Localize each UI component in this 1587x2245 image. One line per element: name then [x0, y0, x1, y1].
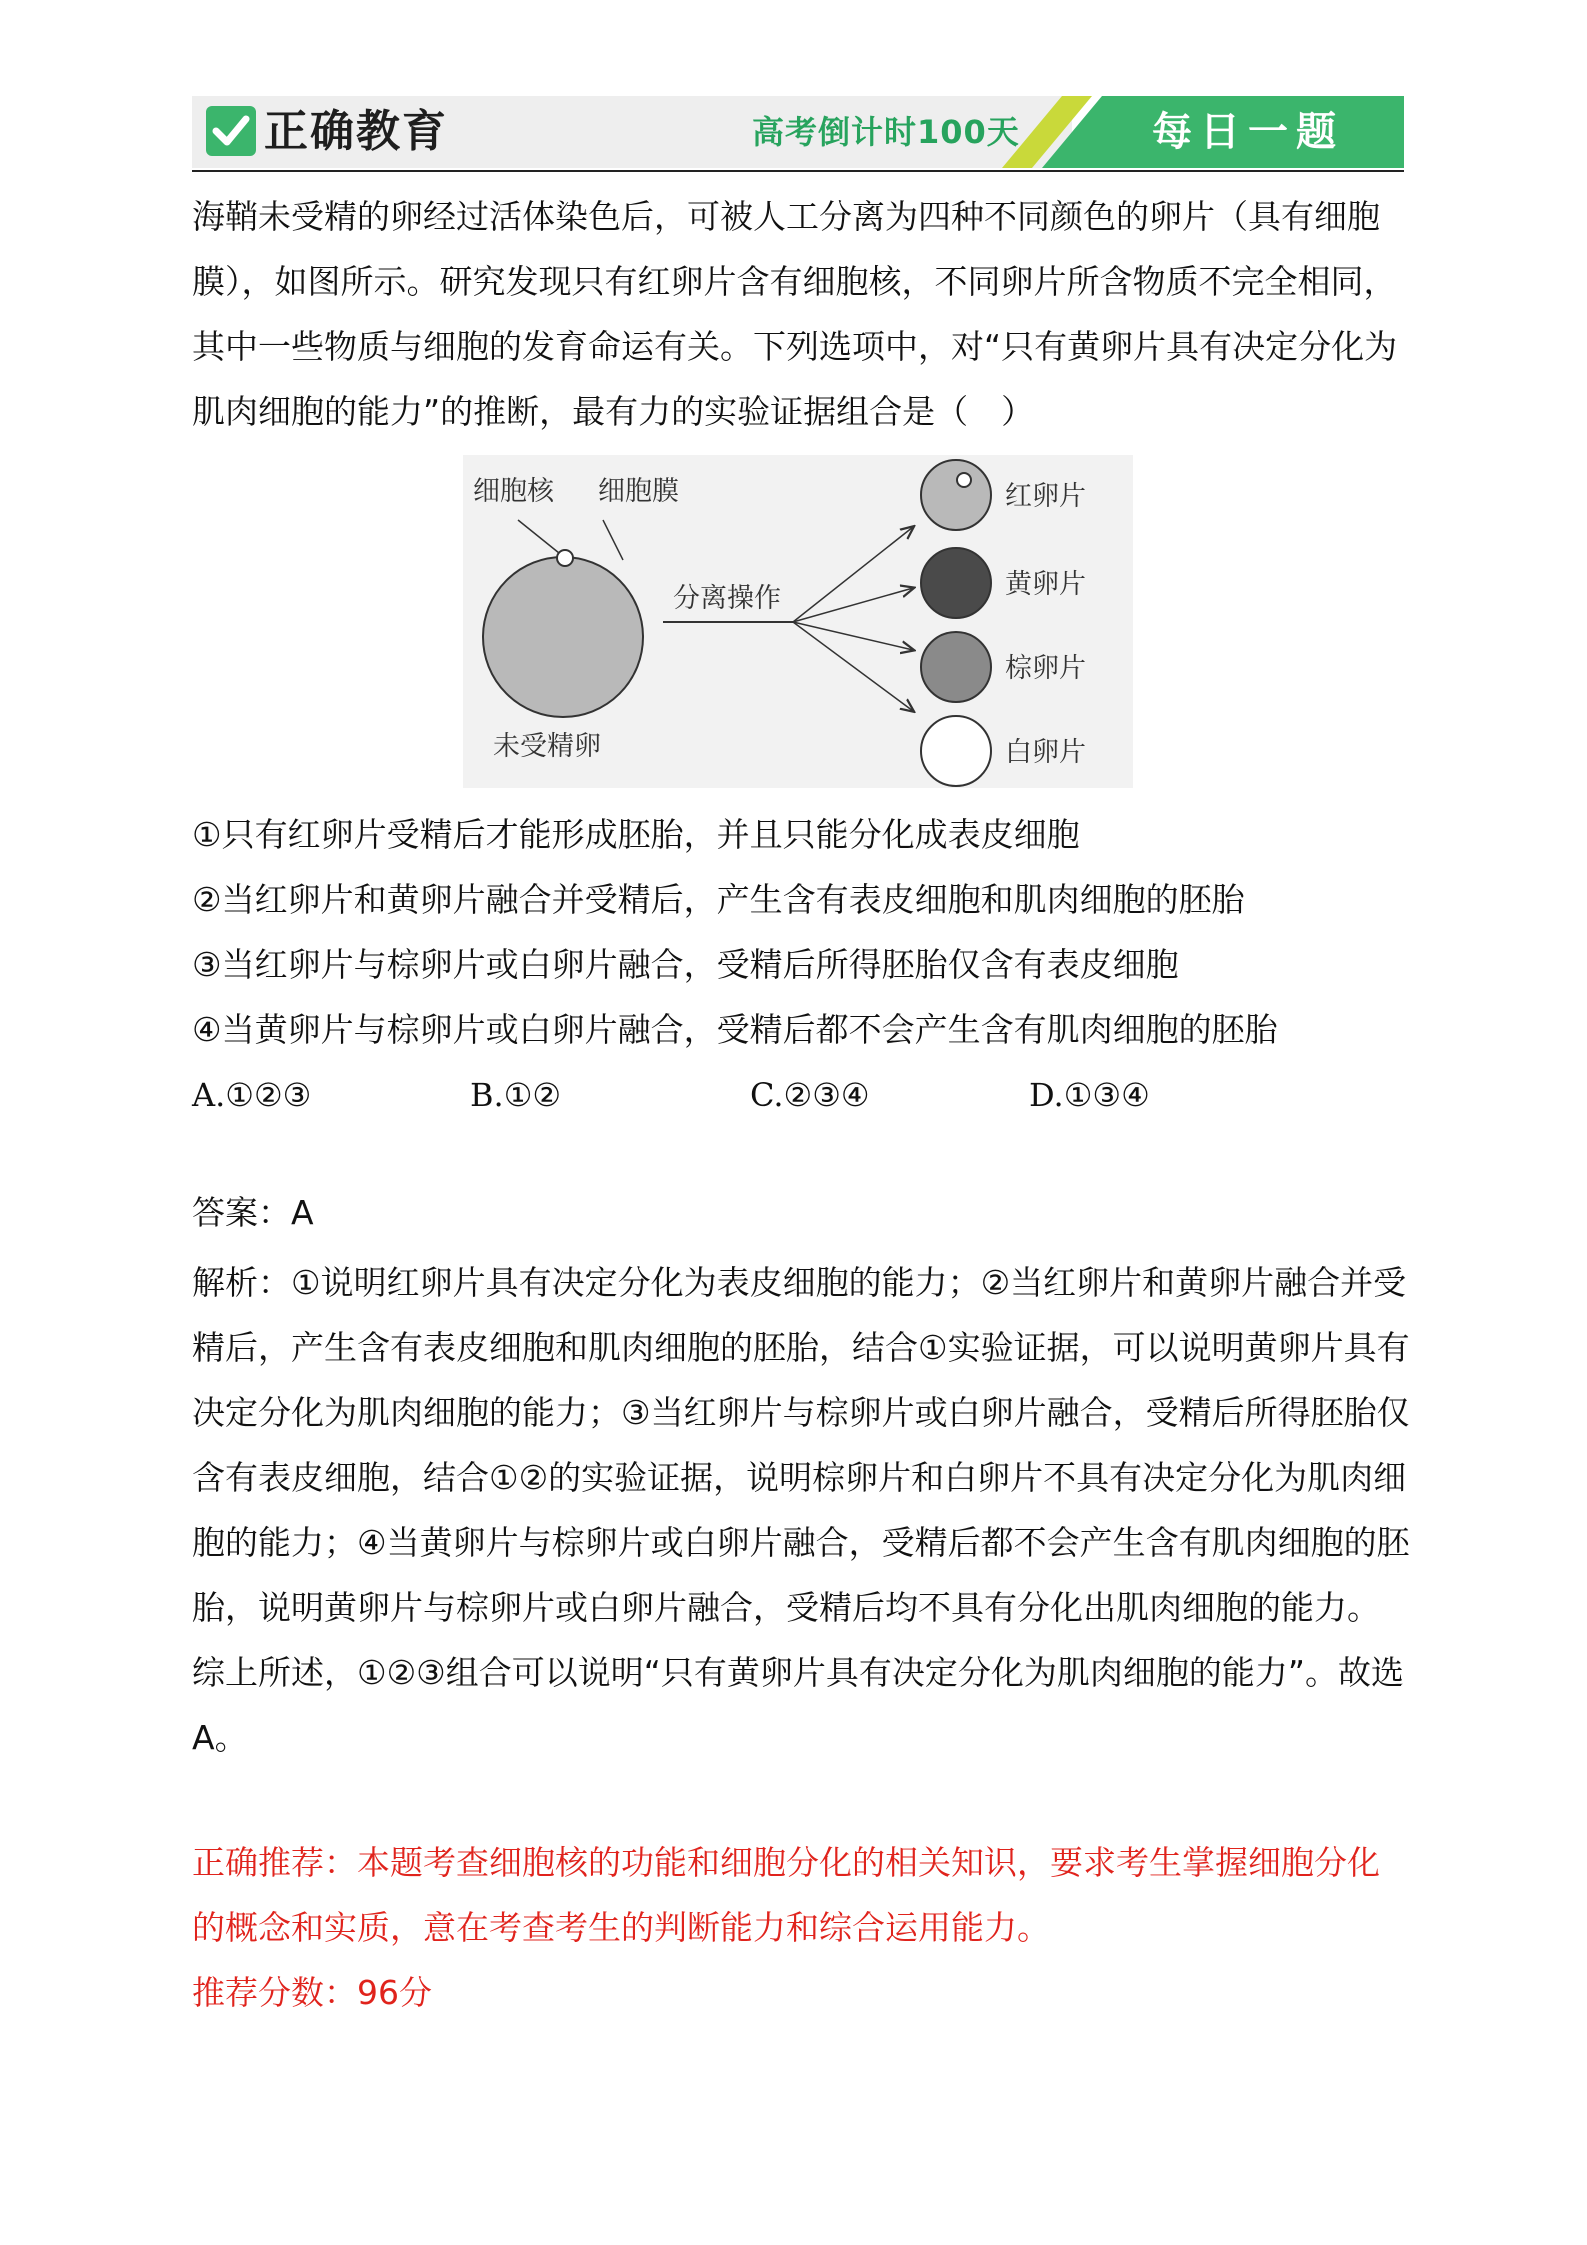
white-piece-label: 白卵片: [1005, 737, 1086, 768]
membrane-label: 细胞膜: [598, 476, 679, 507]
egg-label: 未受精卵: [493, 731, 601, 762]
choice-b: B.①②: [470, 1076, 562, 1114]
header-banner: [192, 96, 1404, 168]
red-piece: [921, 460, 991, 530]
white-piece: [921, 716, 991, 786]
brown-piece-label: 棕卵片: [1005, 653, 1086, 684]
analysis-text: 解析：①说明红卵片具有决定分化为表皮细胞的能力；②当红卵片和黄卵片融合并受精后，产生含有表皮细胞和肌肉细胞的胚胎，结合①实验证据，可以说明黄卵片具有决定分化为肌肉细胞的能力；③当红卵片与棕卵片或白卵片融合，受精后所得胚胎仅含有表皮细胞，结合①②的实验证据，说明棕卵片和白卵片不具有决定分化为肌肉细胞的能力；④当黄卵片与棕卵片或白卵片融合，受精后都不会产生含有肌肉细胞的胚胎，说明黄卵片与棕卵片或白卵片融合，受精后均不具有分化出肌肉细胞的能力。综上所述，①②③组合可以说明“只有黄卵片具有决定分化为肌肉细胞的能力”。故选A。: [192, 1263, 1410, 1757]
choice-a: A.①②③: [192, 1076, 312, 1114]
recommendation-text: 正确推荐：本题考查细胞核的功能和细胞分化的相关知识，要求考生掌握细胞分化的概念和实质，意在考查考生的判断能力和综合运用能力。: [192, 1843, 1380, 1947]
option-1: ①只有红卵片受精后才能形成胚胎，并且只能分化成表皮细胞: [192, 815, 1080, 854]
option-3: ③当红卵片与棕卵片或白卵片融合，受精后所得胚胎仅含有表皮细胞: [192, 945, 1179, 984]
option-2: ②当红卵片和黄卵片融合并受精后，产生含有表皮细胞和肌肉细胞的胚胎: [192, 880, 1245, 919]
answer: 答案：A: [192, 1193, 314, 1232]
brown-piece: [921, 632, 991, 702]
countdown-text: 高考倒计时100天: [752, 113, 1020, 151]
option-4: ④当黄卵片与棕卵片或白卵片融合，受精后都不会产生含有肌肉细胞的胚胎: [192, 1010, 1278, 1049]
brand-name: 正确教育: [264, 106, 448, 157]
unfertilized-egg: [483, 557, 643, 717]
nucleus-label: 细胞核: [473, 476, 554, 507]
question-text: 海鞘未受精的卵经过活体染色后，可被人工分离为四种不同颜色的卵片（具有细胞膜），如图所示。研究发现只有红卵片含有细胞核，不同卵片所含物质不完全相同，其中一些物质与细胞的发育命运有关。下列选项中，对“只有黄卵片具有决定分化为肌肉细胞的能力”的推断，最有力的实验证据组合是（ ）: [192, 197, 1398, 431]
daily-question-tag: 每日一题: [1152, 109, 1344, 155]
answer-choices: [192, 1070, 1392, 1120]
egg-separation-figure: [463, 455, 1133, 788]
choice-d: D.①③④: [1029, 1076, 1150, 1114]
choice-c: C.②③④: [750, 1076, 870, 1114]
operation-label: 分离操作: [673, 583, 781, 614]
header-divider: [192, 170, 1404, 172]
red-piece-nucleus: [957, 473, 971, 487]
yellow-piece: [921, 548, 991, 618]
yellow-piece-label: 黄卵片: [1005, 569, 1086, 600]
recommended-score: 推荐分数：96分: [192, 1973, 432, 2012]
red-piece-label: 红卵片: [1005, 481, 1086, 512]
